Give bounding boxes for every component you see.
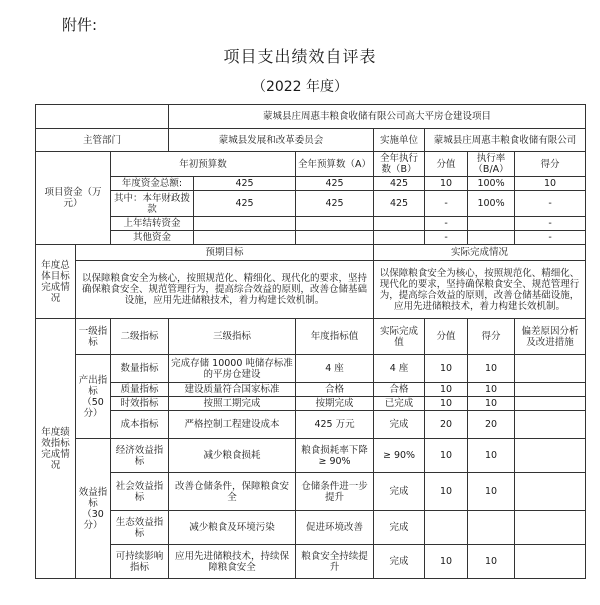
funds-score: -	[425, 191, 468, 217]
funds-got: -	[515, 217, 586, 231]
ind-header-note: 偏差原因分析及改进措施	[515, 319, 586, 355]
ind-note	[515, 411, 586, 439]
funds-row	[36, 191, 586, 217]
funds-score: -	[425, 231, 468, 245]
ind-actual: ≥ 90%	[374, 439, 425, 473]
ind-l3: 建设质量符合国家标准	[169, 383, 296, 397]
funds-header-score: 分值	[425, 152, 468, 177]
ind-actual: 4 座	[374, 355, 425, 383]
ind-actual: 完成	[374, 511, 425, 545]
ind-l2: 时效指标	[111, 397, 169, 411]
project-name-label	[36, 105, 169, 129]
funds-budget: 425	[296, 191, 374, 217]
goals-actual-label: 实际完成情况	[374, 245, 586, 261]
ind-target: 仓储条件进一步提升	[296, 473, 374, 511]
ind-l2: 可持续影响指标	[111, 545, 169, 579]
goals-expected-label: 预期目标	[76, 245, 374, 261]
ind-got: 10	[468, 383, 515, 397]
ind-got	[468, 511, 515, 545]
funds-exec	[374, 217, 425, 231]
indicators-header-row	[36, 319, 586, 355]
ind-header-l3: 三级指标	[169, 319, 296, 355]
funds-section-label: 项目资金（万元）	[36, 152, 111, 245]
ind-target: 合格	[296, 383, 374, 397]
indicator-row	[36, 439, 586, 473]
ind-actual: 合格	[374, 383, 425, 397]
funds-init	[194, 217, 296, 231]
ind-note	[515, 545, 586, 579]
funds-init: 425	[194, 177, 296, 191]
benefit-indicator-label: 效益指标（30分）	[76, 439, 111, 579]
indicator-row	[36, 473, 586, 511]
funds-exec	[374, 231, 425, 245]
funds-rate: 100%	[468, 177, 515, 191]
ind-header-score: 分值	[425, 319, 468, 355]
indicator-row	[36, 411, 586, 439]
ind-note	[515, 473, 586, 511]
ind-l3: 应用先进储粮技术，持续保障粮食安全	[169, 545, 296, 579]
ind-note	[515, 439, 586, 473]
ind-target: 4 座	[296, 355, 374, 383]
ind-l3: 改善仓储条件，保障粮食安全	[169, 473, 296, 511]
funds-row-label: 年度资金总额:	[111, 177, 194, 191]
funds-got: 10	[515, 177, 586, 191]
indicators-section-label: 年度绩效指标完成情况	[36, 319, 76, 579]
funds-row-label: 其他资金	[111, 231, 194, 245]
ind-target: 按期完成	[296, 397, 374, 411]
ind-got: 10	[468, 355, 515, 383]
ind-got: 10	[468, 473, 515, 511]
ind-l3: 严格控制工程建设成本	[169, 411, 296, 439]
ind-l3: 减少粮食及环境污染	[169, 511, 296, 545]
ind-l2: 成本指标	[111, 411, 169, 439]
ind-target: 粮食损耗率下降 ≥ 90%	[296, 439, 374, 473]
ind-l2: 社会效益指标	[111, 473, 169, 511]
funds-score: -	[425, 217, 468, 231]
funds-header-got: 得分	[515, 152, 586, 177]
ind-target: 425 万元	[296, 411, 374, 439]
attachment-label: 附件:	[62, 16, 98, 34]
ind-score: 10	[425, 439, 468, 473]
ind-target: 粮食安全持续提升	[296, 545, 374, 579]
indicator-row	[36, 355, 586, 383]
funds-got: -	[515, 231, 586, 245]
funds-init: 425	[194, 191, 296, 217]
ind-l2: 质量指标	[111, 383, 169, 397]
funds-row-label: 其中：本年财政拨款	[111, 191, 194, 217]
ind-target: 促进环境改善	[296, 511, 374, 545]
ind-score: 10	[425, 383, 468, 397]
dept-row	[36, 129, 586, 152]
dept-value: 蒙城县发展和改革委员会	[169, 129, 374, 152]
ind-header-actual: 实际完成值	[374, 319, 425, 355]
ind-l2: 经济效益指标	[111, 439, 169, 473]
unit-value: 蒙城县庄周惠丰粮食收储有限公司	[425, 129, 586, 152]
funds-rate	[468, 217, 515, 231]
funds-header-exec: 全年执行数（B）	[374, 152, 425, 177]
funds-score: 10	[425, 177, 468, 191]
ind-l2: 生态效益指标	[111, 511, 169, 545]
funds-init	[194, 231, 296, 245]
goals-actual: 以保障粮食安全为核心，按照规范化、精细化、现代化的要求，坚持确保粮食安全、规范管理行为，提高综合效益的原则，改善仓储基础设施，应用先进储粮技术，着力构建长效机制。	[374, 261, 586, 319]
output-indicator-label: 产出指标（50分）	[76, 355, 111, 439]
funds-row	[36, 231, 586, 245]
funds-rate: 100%	[468, 191, 515, 217]
funds-row	[36, 177, 586, 191]
goals-expected: 以保障粮食安全为核心，按照规范化、精细化、现代化的要求，坚持确保粮食安全、规范管理行为，提高综合效益的原则，改善仓储基础设施，应用先进储粮技术，着力构建长效机制。	[76, 261, 374, 319]
funds-rate	[468, 231, 515, 245]
ind-got: 10	[468, 397, 515, 411]
ind-score: 10	[425, 545, 468, 579]
funds-got: -	[515, 191, 586, 217]
ind-actual: 完成	[374, 473, 425, 511]
ind-score: 10	[425, 355, 468, 383]
ind-got: 10	[468, 439, 515, 473]
ind-actual: 完成	[374, 411, 425, 439]
ind-got: 20	[468, 411, 515, 439]
funds-header-row	[36, 152, 586, 177]
goals-header-row	[36, 245, 586, 261]
dept-label: 主管部门	[36, 129, 169, 152]
ind-l2: 数量指标	[111, 355, 169, 383]
ind-l3: 按照工期完成	[169, 397, 296, 411]
funds-header-init: 年初预算数	[111, 152, 296, 177]
ind-score: 10	[425, 397, 468, 411]
ind-score	[425, 511, 468, 545]
unit-label: 实施单位	[374, 129, 425, 152]
ind-note	[515, 355, 586, 383]
ind-actual: 已完成	[374, 397, 425, 411]
funds-row-label: 上年结转资金	[111, 217, 194, 231]
ind-header-target: 年度指标值	[296, 319, 374, 355]
goals-section-label: 年度总体目标完成情况	[36, 245, 76, 319]
ind-header-got: 得分	[468, 319, 515, 355]
ind-l3: 减少粮食损耗	[169, 439, 296, 473]
funds-exec: 425	[374, 191, 425, 217]
funds-header-rate: 执行率（B/A）	[468, 152, 515, 177]
funds-header-budget: 全年预算数（A）	[296, 152, 374, 177]
ind-header-l2: 二级指标	[111, 319, 169, 355]
ind-note	[515, 511, 586, 545]
indicator-row	[36, 397, 586, 411]
self-evaluation-table	[35, 104, 586, 579]
indicator-row	[36, 545, 586, 579]
goals-content-row	[36, 261, 586, 319]
funds-exec: 425	[374, 177, 425, 191]
funds-budget	[296, 231, 374, 245]
funds-budget	[296, 217, 374, 231]
ind-actual: 完成	[374, 545, 425, 579]
project-name: 蒙城县庄周惠丰粮食收储有限公司高大平房仓建设项目	[169, 105, 586, 129]
form-year: （2022 年度）	[251, 79, 349, 95]
ind-note	[515, 383, 586, 397]
form-title: 项目支出绩效自评表	[223, 47, 377, 66]
indicator-row	[36, 383, 586, 397]
ind-note	[515, 397, 586, 411]
funds-budget: 425	[296, 177, 374, 191]
funds-row	[36, 217, 586, 231]
ind-score: 20	[425, 411, 468, 439]
ind-got: 10	[468, 545, 515, 579]
ind-header-l1: 一级指标	[76, 319, 111, 355]
ind-l3: 完成存储 10000 吨储存标准的平房仓建设	[169, 355, 296, 383]
project-name-row	[36, 105, 586, 129]
ind-score: 10	[425, 473, 468, 511]
indicator-row	[36, 511, 586, 545]
